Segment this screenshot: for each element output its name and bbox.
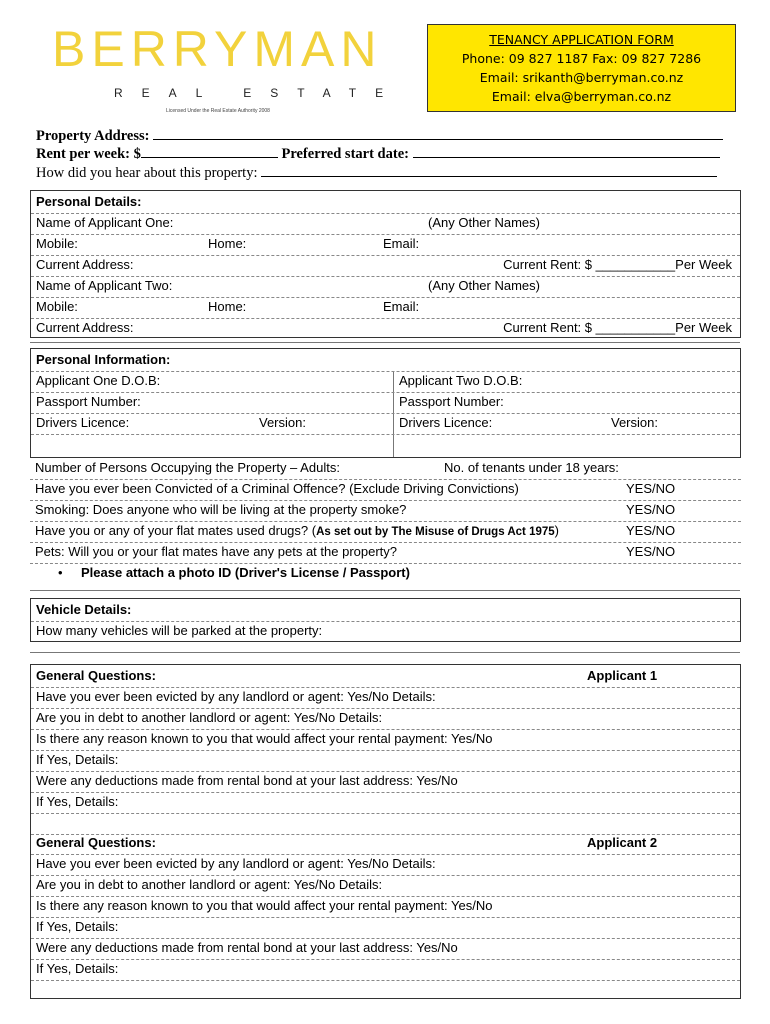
occupancy-questions bbox=[30, 458, 741, 588]
occupants-row[interactable] bbox=[30, 458, 741, 480]
other-names-label: (Any Other Names) bbox=[428, 215, 540, 230]
hear-field[interactable] bbox=[261, 164, 717, 177]
applicant-two-name-row[interactable] bbox=[31, 276, 740, 298]
vehicle-row[interactable] bbox=[31, 621, 740, 642]
photo-id-note: Please attach a photo ID (Driver's License / Passport) bbox=[81, 565, 410, 580]
if-yes-row-2[interactable] bbox=[31, 792, 740, 814]
property-address-label: Property Address: bbox=[36, 128, 150, 144]
start-date-field[interactable] bbox=[413, 145, 720, 158]
if-yes-row-1[interactable] bbox=[31, 750, 740, 772]
if-yes-row-4[interactable] bbox=[31, 959, 740, 981]
bullet-icon: • bbox=[58, 565, 63, 580]
if-yes-label: If Yes, Details: bbox=[36, 961, 119, 976]
hear-line bbox=[36, 164, 717, 182]
name-one-label: Name of Applicant One: bbox=[36, 215, 174, 230]
applicant-two-contact-row[interactable] bbox=[31, 297, 740, 319]
personal-information-heading: Personal Information: bbox=[36, 352, 171, 367]
personal-information-box bbox=[30, 348, 741, 458]
email-srikanth[interactable]: Email: srikanth@berryman.co.nz bbox=[479, 70, 684, 85]
home-label: Home: bbox=[208, 236, 247, 251]
criminal-label: Have you ever been Convicted of a Criminal Offence? (Exclude Driving Convictions) bbox=[35, 481, 519, 496]
contact-box bbox=[427, 24, 736, 112]
rent-start-line bbox=[36, 145, 720, 163]
photo-id-row bbox=[30, 563, 741, 584]
smoking-label: Smoking: Does anyone who will be living at the property smoke? bbox=[35, 502, 407, 517]
if-yes-label: If Yes, Details: bbox=[36, 752, 119, 767]
start-date-label: Preferred start date: bbox=[281, 146, 409, 162]
applicant-one-contact-row[interactable] bbox=[31, 234, 740, 256]
adults-label: Number of Persons Occupying the Property – Adults: bbox=[35, 460, 340, 475]
property-address-field[interactable] bbox=[153, 127, 723, 140]
blank-row[interactable] bbox=[31, 980, 740, 1001]
logo-subtitle: REAL ESTATE bbox=[114, 86, 403, 100]
name-two-label: Name of Applicant Two: bbox=[36, 278, 173, 293]
reason-label: Is there any reason known to you that would affect your rental payment: Yes/No bbox=[36, 898, 493, 913]
vehicle-heading: Vehicle Details: bbox=[36, 602, 132, 617]
general-header-2 bbox=[31, 833, 740, 855]
divider bbox=[30, 590, 740, 591]
dob-row[interactable] bbox=[31, 371, 740, 393]
divider bbox=[30, 342, 740, 343]
applicant-one-name-row[interactable] bbox=[31, 213, 740, 235]
address-label: Current Address: bbox=[36, 320, 134, 335]
hear-label: How did you hear about this property: bbox=[36, 165, 258, 181]
passport-row[interactable] bbox=[31, 392, 740, 414]
smoking-yesno[interactable]: YES/NO bbox=[626, 502, 676, 517]
deductions-row-2[interactable] bbox=[31, 938, 740, 960]
blank-row[interactable] bbox=[31, 813, 740, 835]
if-yes-row-3[interactable] bbox=[31, 917, 740, 939]
drugs-label: Have you or any of your flat mates used drugs? (As set out by The Misuse of Drugs Act 1975) bbox=[35, 523, 560, 538]
drugs-yesno[interactable]: YES/NO bbox=[626, 523, 676, 538]
smoking-row[interactable] bbox=[30, 500, 741, 522]
general-heading: General Questions: bbox=[36, 668, 156, 683]
criminal-yesno[interactable]: YES/NO bbox=[626, 481, 676, 496]
other-names-label: (Any Other Names) bbox=[428, 278, 540, 293]
rent-field[interactable] bbox=[141, 145, 278, 158]
reason-row-1[interactable] bbox=[31, 729, 740, 751]
vehicle-details-box bbox=[30, 598, 741, 642]
dob-one-label: Applicant One D.O.B: bbox=[36, 373, 161, 388]
debt-row-2[interactable] bbox=[31, 875, 740, 897]
logo-license: Licensed Under the Real Estate Authority 2008 bbox=[166, 108, 270, 114]
logo-wordmark: BERRYMAN bbox=[52, 21, 383, 77]
licence-row[interactable] bbox=[31, 413, 740, 435]
home-label: Home: bbox=[208, 299, 247, 314]
mobile-label: Mobile: bbox=[36, 236, 78, 251]
general-header-1 bbox=[31, 666, 740, 688]
rent-label: Rent per week: $ bbox=[36, 146, 141, 162]
pets-label: Pets: Will you or your flat mates have any pets at the property? bbox=[35, 544, 398, 559]
if-yes-label: If Yes, Details: bbox=[36, 794, 119, 809]
applicant-1-label: Applicant 1 bbox=[587, 668, 658, 683]
version-one-label: Version: bbox=[259, 415, 306, 430]
vehicle-question: How many vehicles will be parked at the property: bbox=[36, 623, 323, 638]
reason-row-2[interactable] bbox=[31, 896, 740, 918]
phone-fax: Phone: 09 827 1187 Fax: 09 827 7286 bbox=[461, 51, 702, 66]
deductions-row-1[interactable] bbox=[31, 771, 740, 793]
if-yes-label: If Yes, Details: bbox=[36, 919, 119, 934]
personal-details-box bbox=[30, 190, 741, 338]
passport-two-label: Passport Number: bbox=[399, 394, 504, 409]
version-two-label: Version: bbox=[611, 415, 658, 430]
general-questions-box bbox=[30, 664, 741, 999]
personal-details-heading: Personal Details: bbox=[36, 194, 142, 209]
email-label: Email: bbox=[383, 299, 420, 314]
passport-one-label: Passport Number: bbox=[36, 394, 141, 409]
under18-label: No. of tenants under 18 years: bbox=[444, 460, 619, 475]
debt-label: Are you in debt to another landlord or agent: Yes/No Details: bbox=[36, 710, 383, 725]
applicant-one-address-row[interactable] bbox=[31, 255, 740, 277]
debt-row-1[interactable] bbox=[31, 708, 740, 730]
drugs-row[interactable] bbox=[30, 521, 741, 543]
evicted-row-2[interactable] bbox=[31, 854, 740, 876]
form-title: TENANCY APPLICATION FORM bbox=[489, 32, 674, 47]
pets-yesno[interactable]: YES/NO bbox=[626, 544, 676, 559]
evicted-row-1[interactable] bbox=[31, 687, 740, 709]
deductions-label: Were any deductions made from rental bond at your last address: Yes/No bbox=[36, 773, 458, 788]
debt-label: Are you in debt to another landlord or agent: Yes/No Details: bbox=[36, 877, 383, 892]
evicted-label: Have you ever been evicted by any landlord or agent: Yes/No Details: bbox=[36, 689, 436, 704]
applicant-two-address-row[interactable] bbox=[31, 318, 740, 339]
evicted-label: Have you ever been evicted by any landlord or agent: Yes/No Details: bbox=[36, 856, 436, 871]
general-heading: General Questions: bbox=[36, 835, 156, 850]
reason-label: Is there any reason known to you that would affect your rental payment: Yes/No bbox=[36, 731, 493, 746]
address-label: Current Address: bbox=[36, 257, 134, 272]
criminal-row[interactable] bbox=[30, 479, 741, 501]
pets-row[interactable] bbox=[30, 542, 741, 564]
licence-one-label: Drivers Licence: bbox=[36, 415, 130, 430]
email-elva[interactable]: Email: elva@berryman.co.nz bbox=[491, 89, 672, 104]
dob-two-label: Applicant Two D.O.B: bbox=[399, 373, 523, 388]
deductions-label: Were any deductions made from rental bond at your last address: Yes/No bbox=[36, 940, 458, 955]
current-rent-label: Current Rent: $ ___________Per Week bbox=[503, 257, 732, 272]
mobile-label: Mobile: bbox=[36, 299, 78, 314]
property-address-line bbox=[36, 127, 723, 145]
applicant-2-label: Applicant 2 bbox=[587, 835, 658, 850]
current-rent-label: Current Rent: $ ___________Per Week bbox=[503, 320, 732, 335]
divider bbox=[30, 652, 740, 653]
licence-two-label: Drivers Licence: bbox=[399, 415, 493, 430]
email-label: Email: bbox=[383, 236, 420, 251]
blank-row[interactable] bbox=[31, 434, 740, 455]
